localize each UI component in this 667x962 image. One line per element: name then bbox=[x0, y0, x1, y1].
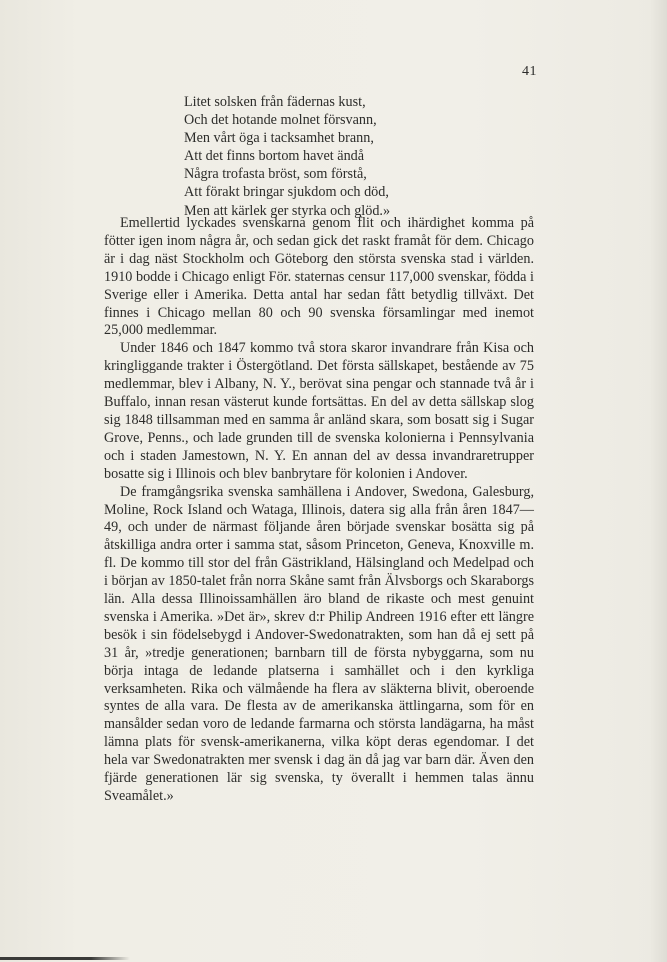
poem-line: Men att kärlek ger styrka och glöd.» bbox=[184, 202, 391, 219]
page-number: 41 bbox=[522, 64, 537, 79]
poem-line: Men vårt öga i tacksamhet brann, bbox=[184, 130, 374, 147]
poem-line: Att det finns bortom havet ändå bbox=[184, 148, 365, 165]
page-edge-shadow bbox=[649, 0, 667, 962]
paragraph: De framgångsrika svenska samhällena i Andover, Swedona, Galesburg, Moline, Rock Island och Wataga, Illinois, datera sig alla från åren 1847—49, och under de närmast följande åren började svenskar bosätta sig på åtskilliga andra orter i samma stat, såsom Princeton, Geneva, Knoxville m. fl. De kommo till stor del från Gästrikland, Hälsingland och Medelpad och i början av 1850-talet från norra Skåne samt från Älvsborgs och Skaraborgs län. Alla dessa Illinoissamhällen äro bland de rikaste och mest genuint svenska i Amerika. »Det är», skrev d:r Philip Andreen 1916 efter ett längre besök i sin födelsebygd i Andover-Swedonatrakten, som han då ej sett på 31 år, »tredje generationen; barnbarn till de första nybyggarna, som nu börja intaga de ledande platserna i samhället och i den kyrkliga verksamheten. Rika och välmående ha flera av släkterna blivit, oberoende syntes de alla vara. De flesta av de amerikanska ättlingarna, som för en mansålder sedan voro de ledande farmarna och största landägarna, ha måst lämna plats för svensk-amerikanerna, vilka köpt deras egendomar. I det hela var Swedonatrakten mer svensk i dag än då jag var barn där. Även den fjärde generationen lär sig svenska, ty överallt i hemmen talas ännu Sveamålet.» bbox=[104, 483, 534, 804]
poem-stanza bbox=[184, 93, 390, 220]
poem-line: Litet solsken från fädernas kust, bbox=[184, 94, 366, 110]
poem-line: Några trofasta bröst, som förstå, bbox=[184, 166, 367, 183]
scan-border-rule bbox=[0, 957, 130, 960]
poem-line: Att förakt bringar sjukdom och död, bbox=[184, 184, 389, 201]
paragraph: Emellertid lyckades svenskarna genom flit och ihärdighet komma på fötter igen inom några år, och sedan gick det raskt framåt för dem. Chicago är i dag näst Stockholm och Göteborg den största svenska stad i världen. 1910 bodde i Chicago enligt För. staternas censur 117,000 svenskar, födda i Sverige eller i Amerika. Detta antal har sedan fått betydlig tillväxt. Det finnes i Chicago mellan 80 och 90 svenska församlingar med inemot 25,000 medlemmar. bbox=[104, 215, 534, 339]
paragraph: Under 1846 och 1847 kommo två stora skaror invandrare från Kisa och kringliggande trakter i Östergötland. Det första sällskapet, bestående av 75 medlemmar, blev i Albany, N. Y., berövat sina pengar och stannade två år i Buffalo, innan resan västerut kunde fortsättas. En del av detta sällskap slog sig 1848 tillsamman med en samma år anländ skara, som bosatt sig i Sugar Grove, Penns., och lade grunden till de svenska kolonierna i Pennsylvania och i staden Jamestown, N. Y. En annan del av dessa invandraretrupper bosatte sig i Illinois och blev banbrytare för kolonien i Andover. bbox=[104, 340, 534, 482]
body-text bbox=[104, 215, 534, 806]
poem-line: Och det hotande molnet försvann, bbox=[184, 112, 377, 129]
